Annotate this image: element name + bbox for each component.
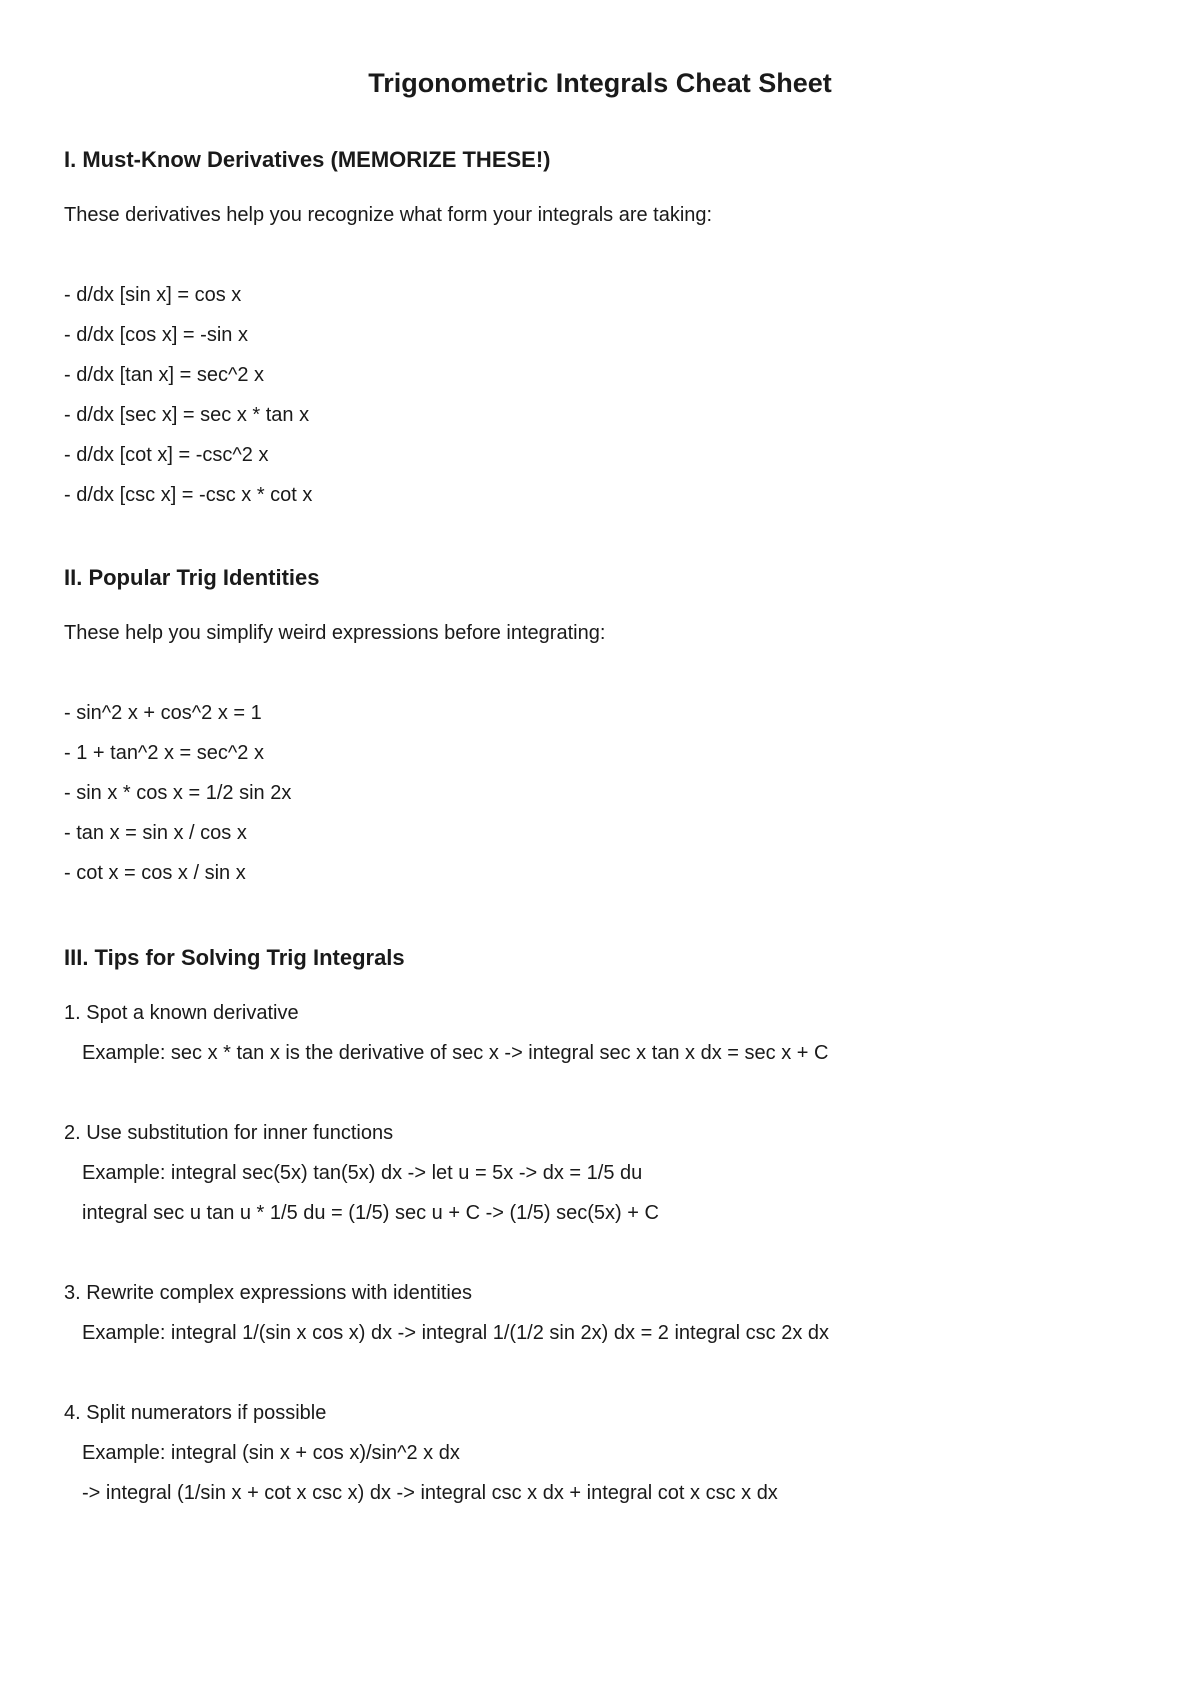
tip-3-title: 3. Rewrite complex expressions with identities — [64, 1282, 472, 1304]
identity-item: - tan x = sin x / cos x — [64, 822, 247, 844]
section-1-intro: These derivatives help you recognize what form your integrals are taking: — [64, 204, 713, 226]
derivative-item: - d/dx [cos x] = -sin x — [64, 324, 248, 346]
section-2-intro: These help you simplify weird expressions before integrating: — [64, 622, 606, 644]
identity-item: - sin x * cos x = 1/2 sin 2x — [64, 782, 292, 804]
tip-2-example: Example: integral sec(5x) tan(5x) dx -> let u = 5x -> dx = 1/5 du — [82, 1162, 643, 1184]
page-title: Trigonometric Integrals Cheat Sheet — [368, 68, 832, 98]
derivative-item: - d/dx [sec x] = sec x * tan x — [64, 404, 310, 426]
tip-1-title: 1. Spot a known derivative — [64, 1002, 299, 1024]
derivative-item: - d/dx [cot x] = -csc^2 x — [64, 444, 269, 466]
derivative-item: - d/dx [sin x] = cos x — [64, 284, 242, 306]
identity-item: - sin^2 x + cos^2 x = 1 — [64, 702, 262, 724]
section-2-heading: II. Popular Trig Identities — [64, 565, 320, 590]
identity-item: - 1 + tan^2 x = sec^2 x — [64, 742, 264, 764]
section-1-heading: I. Must-Know Derivatives (MEMORIZE THESE!) — [64, 147, 551, 172]
tip-2-title: 2. Use substitution for inner functions — [64, 1122, 394, 1144]
derivative-item: - d/dx [tan x] = sec^2 x — [64, 364, 265, 386]
tip-2-example-continued: integral sec u tan u * 1/5 du = (1/5) sec u + C -> (1/5) sec(5x) + C — [82, 1202, 659, 1224]
tip-4-title: 4. Split numerators if possible — [64, 1402, 327, 1424]
tip-1-example: Example: sec x * tan x is the derivative of sec x -> integral sec x tan x dx = sec x + C — [82, 1042, 829, 1064]
tip-4-example-continued: -> integral (1/sin x + cot x csc x) dx -> integral csc x dx + integral cot x csc x dx — [82, 1482, 778, 1504]
tip-3-example: Example: integral 1/(sin x cos x) dx -> integral 1/(1/2 sin 2x) dx = 2 integral csc 2x dx — [82, 1322, 829, 1344]
identity-item: - cot x = cos x / sin x — [64, 862, 246, 884]
derivative-item: - d/dx [csc x] = -csc x * cot x — [64, 484, 313, 506]
section-3-heading: III. Tips for Solving Trig Integrals — [64, 945, 405, 970]
tip-4-example: Example: integral (sin x + cos x)/sin^2 x dx — [82, 1442, 460, 1464]
